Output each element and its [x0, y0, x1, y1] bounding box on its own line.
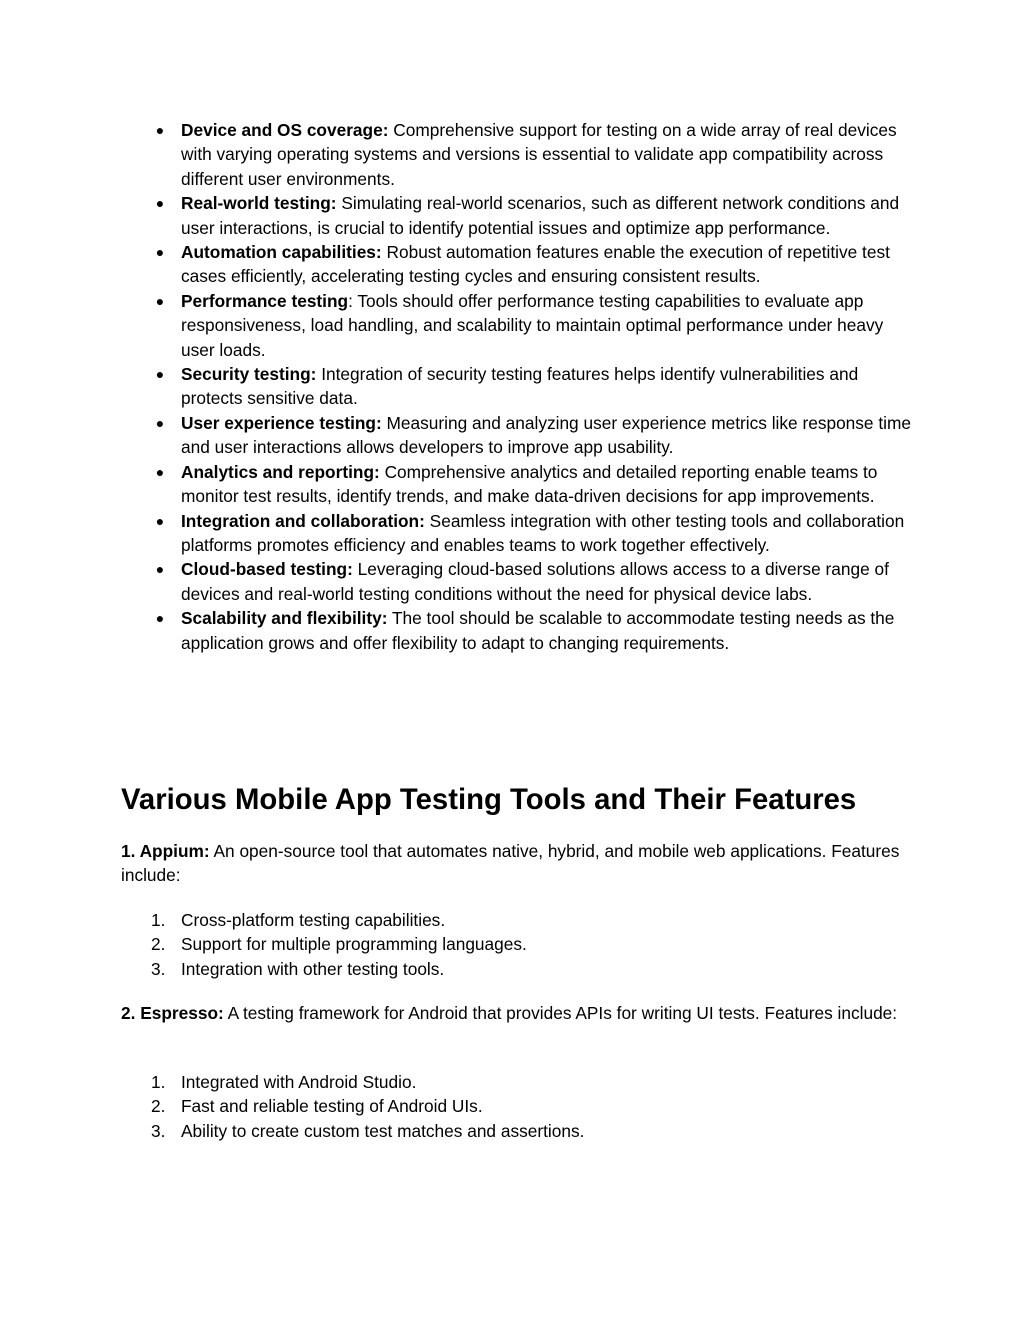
criteria-text: Comprehensive analytics and detailed reporting enable teams to monitor test results, identify trends, and make data-driven decisions for app improvements. — [181, 461, 878, 507]
bullet-icon: ● — [155, 561, 165, 578]
bullet-icon: ● — [155, 292, 165, 309]
criteria-term: Cloud-based testing: — [181, 559, 353, 580]
bullet-icon: ● — [155, 244, 165, 261]
criteria-text: Leveraging cloud-based solutions allows access to a diverse range of devices and real-world testing conditions without the need for physical device labs. — [181, 559, 889, 604]
feature-item: 1. Cross-platform testing capabilities. — [121, 908, 911, 932]
espresso-feature-list — [121, 1070, 911, 1143]
list-number: 1. — [151, 1072, 166, 1092]
criteria-text: Measuring and analyzing user experience metrics like response time and user interactions allows developers to improve app usability. — [181, 412, 911, 458]
bullet-icon: ● — [155, 122, 165, 138]
feature-item: 2. Fast and reliable testing of Android UIs. — [121, 1094, 911, 1118]
criteria-term: Device and OS coverage: — [181, 120, 389, 140]
feature-item: 2. Support for multiple programming languages. — [121, 932, 911, 956]
bullet-icon: ● — [155, 610, 165, 627]
criteria-term: Analytics and reporting: — [181, 461, 380, 482]
list-number: 2. — [151, 934, 166, 955]
bullet-icon: ● — [155, 195, 165, 212]
criteria-text: Simulating real-world scenarios, such as different network conditions and user interactions, is crucial to identify potential issues and optimize app performance. — [181, 193, 900, 238]
criteria-text: Integration of security testing features helps identify vulnerabilities and protects sensitive data. — [181, 364, 859, 409]
tool-intro-espresso — [121, 1001, 911, 1025]
tool-name: 1. Appium: — [121, 841, 210, 861]
criteria-text: Comprehensive support for testing on a wide array of real devices with varying operating systems and versions is essential to validate app compatibility across different user environments. — [181, 120, 897, 189]
section-heading: Various Mobile App Testing Tools and Their Features — [121, 783, 857, 816]
feature-item: 1. Integrated with Android Studio. — [121, 1070, 911, 1094]
tool-intro-appium — [121, 839, 911, 888]
criteria-item-performance-testing: ● Performance testing: Tools should offer performance testing capabilities to evaluate app responsiveness, load handling, and scalability to maintain optimal performance under heavy user loads. — [121, 289, 911, 362]
tool-name: 2. Espresso: — [121, 1003, 224, 1023]
criteria-term: Scalability and flexibility: — [181, 608, 388, 629]
bullet-icon: ● — [155, 463, 165, 480]
criteria-text: Seamless integration with other testing tools and collaboration platforms promotes efficiency and enables teams to work together effectively. — [181, 510, 905, 555]
criteria-item-user-experience-testing — [121, 411, 911, 460]
feature-item: 3. Ability to create custom test matches and assertions. — [121, 1119, 911, 1143]
criteria-term: Automation capabilities: — [181, 242, 382, 263]
criteria-item-device-os-coverage — [121, 118, 911, 191]
criteria-term: Real-world testing: — [181, 193, 337, 214]
criteria-item-integration-collaboration — [121, 509, 911, 558]
criteria-item-automation-capabilities — [121, 240, 911, 289]
tool-description: A testing framework for Android that provides APIs for writing UI tests. Features include: — [223, 1003, 898, 1023]
criteria-item-scalability-flexibility — [121, 606, 911, 655]
criteria-term: Performance testing — [181, 290, 349, 311]
list-number: 3. — [151, 958, 166, 979]
criteria-term: User experience testing: — [181, 412, 382, 433]
appium-feature-list — [121, 908, 911, 981]
criteria-item-security-testing — [121, 362, 911, 411]
criteria-term: Security testing: — [181, 364, 317, 385]
bullet-icon: ● — [155, 366, 165, 383]
bullet-icon: ● — [155, 414, 165, 431]
criteria-bullet-list — [121, 118, 911, 655]
criteria-item-analytics-reporting — [121, 460, 911, 509]
criteria-item-real-world-testing — [121, 191, 911, 240]
criteria-text: The tool should be scalable to accommodate testing needs as the application grows and offer flexibility to adapt to changing requirements. — [181, 608, 895, 653]
criteria-item-cloud-based-testing — [121, 557, 911, 606]
criteria-term: Integration and collaboration: — [181, 510, 425, 531]
list-number: 2. — [151, 1096, 166, 1117]
tool-description: An open-source tool that automates native, hybrid, and mobile web applications. Features include: — [121, 841, 900, 886]
list-number: 1. — [151, 910, 166, 930]
criteria-text: Tools should offer performance testing capabilities to evaluate app responsiveness, load handling, and scalability to maintain optimal performance under heavy user loads. — [181, 290, 884, 360]
feature-item: 3. Integration with other testing tools. — [121, 957, 911, 981]
criteria-text: Robust automation features enable the execution of repetitive test cases efficiently, accelerating testing cycles and ensuring consistent results. — [181, 242, 890, 287]
bullet-icon: ● — [155, 512, 165, 529]
list-number: 3. — [151, 1120, 166, 1141]
